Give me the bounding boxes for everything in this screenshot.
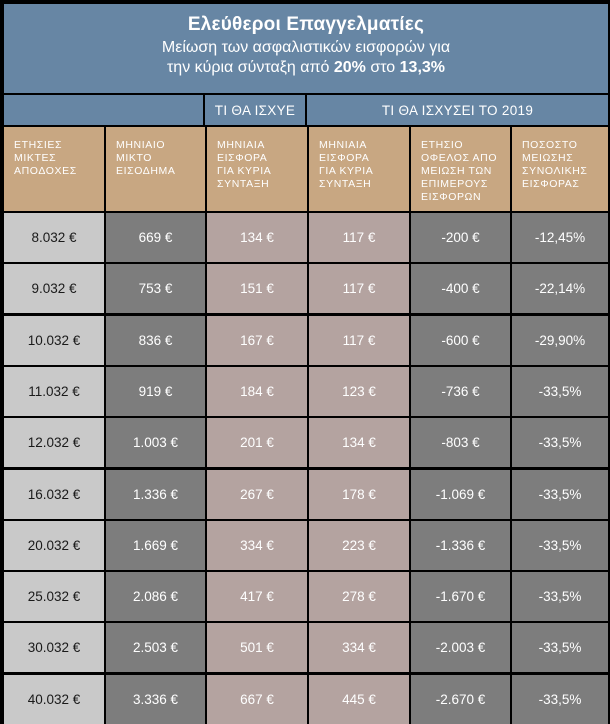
cell-contribution-current: 167 €: [207, 316, 307, 365]
cell-contribution-2019: 117 €: [309, 264, 409, 313]
cell-monthly-gross: 919 €: [106, 367, 205, 416]
cell-annual-benefit: -1.069 €: [411, 470, 510, 519]
cell-annual-gross: 10.032 €: [4, 316, 104, 365]
cell-annual-benefit: -736 €: [411, 367, 510, 416]
cell-annual-benefit: -2.003 €: [411, 623, 510, 672]
band-would-apply: ΤΙ ΘΑ ΙΣΧΥΕ: [205, 95, 305, 125]
band-blank: [4, 95, 203, 125]
cell-contribution-2019: 334 €: [309, 623, 409, 672]
header-monthly-contribution-2019: ΜΗΝΙΑΙΑ ΕΙΣΦΟΡΑ ΓΙΑ ΚΥΡΙΑ ΣΥΝΤΑΞΗ: [309, 127, 409, 211]
cell-monthly-gross: 753 €: [106, 264, 205, 313]
cell-annual-benefit: -2.670 €: [411, 675, 510, 724]
cell-monthly-gross: 836 €: [106, 316, 205, 365]
band-will-apply-2019: ΤΙ ΘΑ ΙΣΧΥΣΕΙ ΤΟ 2019: [307, 95, 608, 125]
cell-annual-gross: 11.032 €: [4, 367, 104, 416]
cell-annual-gross: 8.032 €: [4, 213, 104, 262]
cell-contribution-current: 501 €: [207, 623, 307, 672]
cell-reduction-percent: -33,5%: [512, 521, 608, 570]
cell-annual-benefit: -600 €: [411, 316, 510, 365]
cell-monthly-gross: 1.003 €: [106, 418, 205, 467]
header-reduction-percent: ΠΟΣΟΣΤΟ ΜΕΙΩΣΗΣ ΣΥΝΟΛΙΚΗΣ ΕΙΣΦΟΡΑΣ: [512, 127, 608, 211]
cell-reduction-percent: -33,5%: [512, 470, 608, 519]
subtitle-prefix: την κύρια σύνταξη από: [166, 59, 334, 76]
cell-contribution-2019: 134 €: [309, 418, 409, 467]
cell-monthly-gross: 1.669 €: [106, 521, 205, 570]
subtitle-to-rate: 13,3%: [399, 59, 446, 76]
cell-annual-gross: 16.032 €: [4, 470, 104, 519]
header-annual-benefit: ΕΤΗΣΙΟ ΟΦΕΛΟΣ ΑΠΟ ΜΕΙΩΣΗ ΤΩΝ ΕΠΙΜΕΡΟΥΣ ΕΙΣΦΟΡΩΝ: [411, 127, 510, 211]
cell-monthly-gross: 2.503 €: [106, 623, 205, 672]
cell-annual-benefit: -1.670 €: [411, 572, 510, 621]
cell-reduction-percent: -22,14%: [512, 264, 608, 313]
cell-annual-benefit: -200 €: [411, 213, 510, 262]
cell-monthly-gross: 1.336 €: [106, 470, 205, 519]
cell-contribution-2019: 123 €: [309, 367, 409, 416]
cell-contribution-current: 417 €: [207, 572, 307, 621]
cell-contribution-current: 201 €: [207, 418, 307, 467]
header-annual-gross: ΕΤΗΣΙΕΣ ΜΙΚΤΕΣ ΑΠΟΔΟΧΕΣ: [4, 127, 104, 211]
cell-reduction-percent: -33,5%: [512, 418, 608, 467]
cell-contribution-current: 267 €: [207, 470, 307, 519]
cell-annual-benefit: -400 €: [411, 264, 510, 313]
cell-annual-gross: 30.032 €: [4, 623, 104, 672]
cell-contribution-2019: 445 €: [309, 675, 409, 724]
cell-contribution-current: 667 €: [207, 675, 307, 724]
cell-reduction-percent: -33,5%: [512, 572, 608, 621]
subtitle-line-1: Μείωση των ασφαλιστικών εισφορών για: [161, 39, 451, 56]
cell-monthly-gross: 669 €: [106, 213, 205, 262]
cell-contribution-current: 134 €: [207, 213, 307, 262]
cell-reduction-percent: -29,90%: [512, 316, 608, 365]
cell-annual-benefit: -1.336 €: [411, 521, 510, 570]
cell-reduction-percent: -33,5%: [512, 623, 608, 672]
cell-annual-gross: 20.032 €: [4, 521, 104, 570]
cell-annual-gross: 12.032 €: [4, 418, 104, 467]
title-box: [4, 4, 608, 93]
subtitle-from-rate: 20%: [333, 59, 366, 76]
cell-contribution-2019: 117 €: [309, 316, 409, 365]
cell-contribution-current: 184 €: [207, 367, 307, 416]
cell-annual-benefit: -803 €: [411, 418, 510, 467]
subtitle-line-2: [4, 58, 608, 78]
page-title: Ελεύθεροι Επαγγελματίες: [187, 14, 425, 35]
cell-annual-gross: 25.032 €: [4, 572, 104, 621]
header-monthly-contribution-current: ΜΗΝΙΑΙΑ ΕΙΣΦΟΡΑ ΓΙΑ ΚΥΡΙΑ ΣΥΝΤΑΞΗ: [207, 127, 307, 211]
header-monthly-gross: ΜΗΝΙΑΙΟ ΜΙΚΤΟ ΕΙΣΟΔΗΜΑ: [106, 127, 205, 211]
cell-contribution-2019: 117 €: [309, 213, 409, 262]
subtitle-mid: στο: [365, 59, 400, 76]
cell-contribution-2019: 278 €: [309, 572, 409, 621]
cell-annual-gross: 40.032 €: [4, 675, 104, 724]
cell-contribution-current: 334 €: [207, 521, 307, 570]
cell-reduction-percent: -33,5%: [512, 367, 608, 416]
cell-contribution-current: 151 €: [207, 264, 307, 313]
cell-annual-gross: 9.032 €: [4, 264, 104, 313]
cell-monthly-gross: 3.336 €: [106, 675, 205, 724]
cell-monthly-gross: 2.086 €: [106, 572, 205, 621]
cell-contribution-2019: 178 €: [309, 470, 409, 519]
cell-contribution-2019: 223 €: [309, 521, 409, 570]
cell-reduction-percent: -12,45%: [512, 213, 608, 262]
cell-reduction-percent: -33,5%: [512, 675, 608, 724]
